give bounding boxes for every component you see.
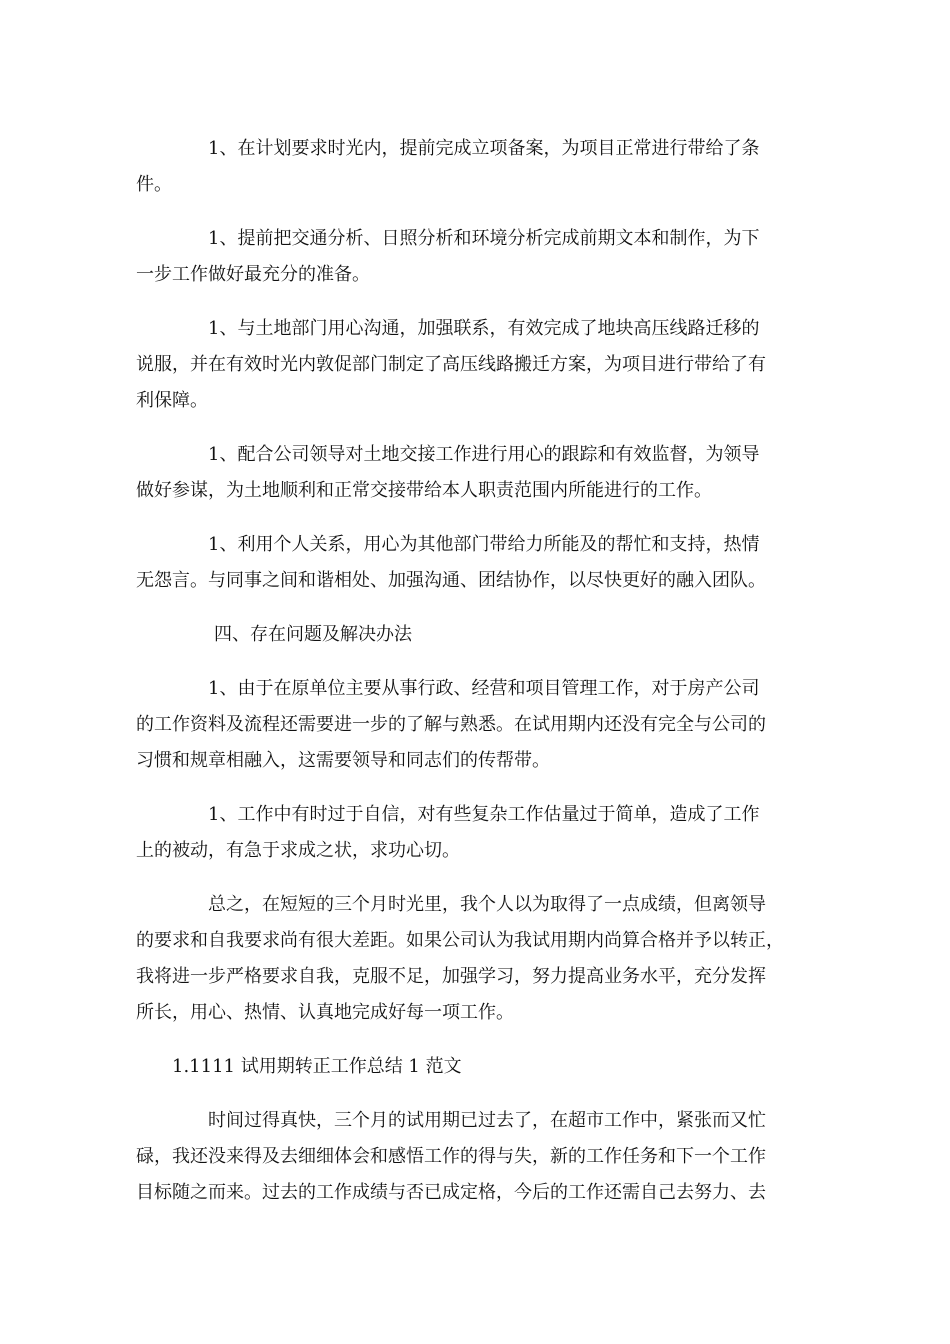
paragraph-line: 1、利用个人关系，用心为其他部门带给力所能及的帮忙和支持，热情 [208,534,760,555]
paragraph-line: 时间过得真快，三个月的试用期已过去了，在超市工作中，紧张而又忙 [208,1110,766,1131]
paragraph-line: 1、提前把交通分析、日照分析和环境分析完成前期文本和制作，为下 [208,228,760,249]
paragraph-line: 的要求和自我要求尚有很大差距。如果公司认为我试用期内尚算合格并予以转正， [136,930,784,951]
paragraph-line: 目标随之而来。过去的工作成绩与否已成定格，今后的工作还需自己去努力、去 [136,1182,766,1203]
paragraph-line: 说服，并在有效时光内敦促部门制定了高压线路搬迁方案，为项目进行带给了有 [136,354,766,375]
paragraph-line: 一步工作做好最充分的准备。 [136,264,370,285]
paragraph-line: 1、由于在原单位主要从事行政、经营和项目管理工作，对于房产公司 [208,678,760,699]
paragraph-5 [136,527,808,599]
paragraph-line: 1、与土地部门用心沟通，加强联系，有效完成了地块高压线路迁移的 [208,318,760,339]
paragraph-8 [136,887,808,1031]
paragraph-line: 习惯和规章相融入，这需要领导和同志们的传帮带。 [136,750,550,771]
paragraph-line: 碌，我还没来得及去细细体会和感悟工作的得与失，新的工作任务和下一个工作 [136,1146,766,1167]
paragraph-line: 上的被动，有急于求成之状，求功心切。 [136,840,460,861]
paragraph-7 [136,797,808,869]
paragraph-2 [136,221,808,293]
paragraph-line: 的工作资料及流程还需要进一步的了解与熟悉。在试用期内还没有完全与公司的 [136,714,766,735]
paragraph-line: 1、在计划要求时光内，提前完成立项备案，为项目正常进行带给了条 [208,138,760,159]
paragraph-line: 我将进一步严格要求自我，克服不足，加强学习，努力提高业务水平，充分发挥 [136,966,766,987]
paragraph-3 [136,311,808,419]
paragraph-1 [136,131,808,203]
paragraph-6 [136,671,808,779]
section-heading: 四、存在问题及解决办法 [214,624,412,645]
paragraph-line: 件。 [136,174,172,195]
paragraph-line: 1、配合公司领导对土地交接工作进行用心的跟踪和有效监督，为领导 [208,444,760,465]
paragraph-4 [136,437,808,509]
paragraph-line: 做好参谋，为土地顺利和正常交接带给本人职责范围内所能进行的工作。 [136,480,712,501]
paragraph-line: 总之，在短短的三个月时光里，我个人以为取得了一点成绩，但离领导 [208,894,766,915]
paragraph-line: 1、工作中有时过于自信，对有些复杂工作估量过于简单，造成了工作 [208,804,760,825]
paragraph-9 [136,1103,808,1211]
paragraph-line: 利保障。 [136,390,208,411]
paragraph-line: 所长，用心、热情、认真地完成好每一项工作。 [136,1002,514,1023]
document-body [136,131,808,1229]
paragraph-line: 无怨言。与同事之间和谐相处、加强沟通、团结协作，以尽快更好的融入团队。 [136,570,766,591]
section-title: 1.1111 试用期转正工作总结 1 范文 [172,1056,462,1077]
